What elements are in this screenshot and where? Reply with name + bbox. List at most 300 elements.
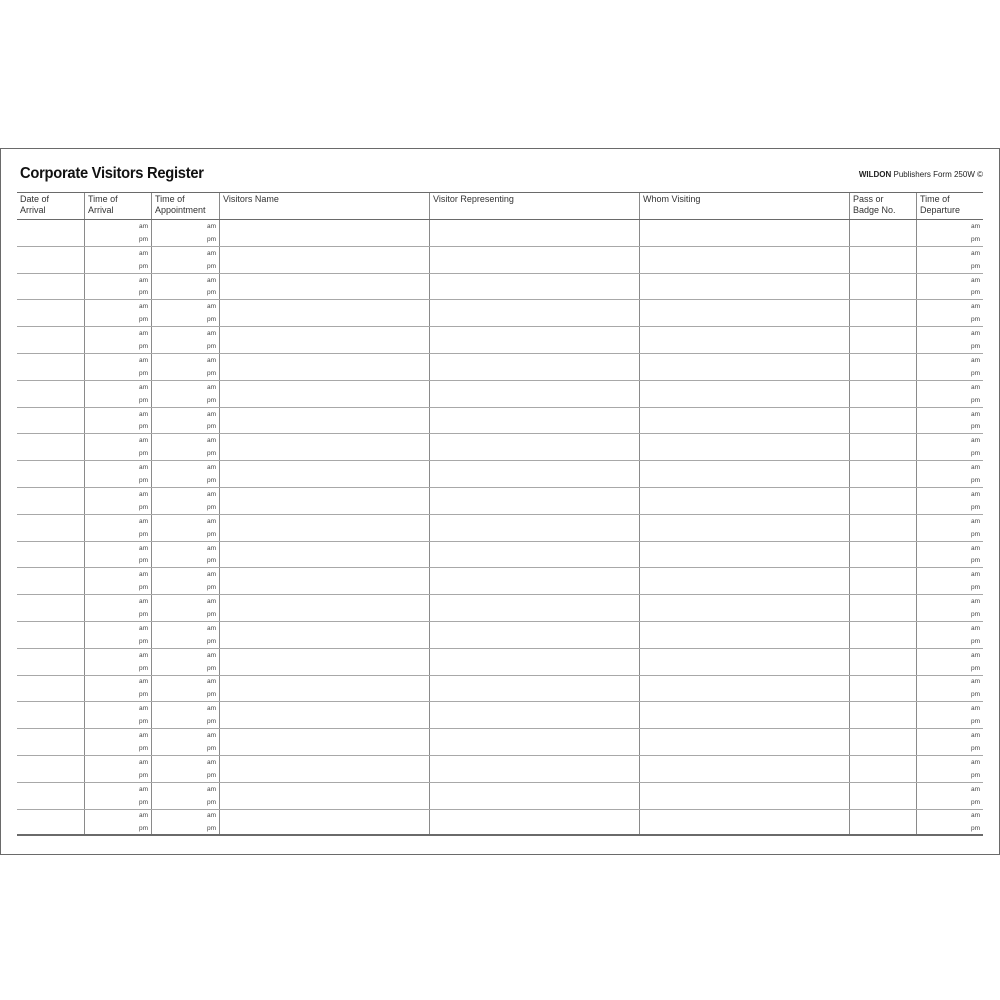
cell-time-of-arrival[interactable] bbox=[85, 649, 152, 675]
cell-visitor-representing[interactable] bbox=[430, 542, 640, 568]
cell-time-of-arrival[interactable] bbox=[85, 220, 152, 246]
table-row bbox=[17, 622, 983, 649]
cell-time-of-appointment[interactable] bbox=[152, 756, 220, 782]
cell-time-of-departure[interactable] bbox=[917, 247, 983, 273]
cell-visitors-name[interactable] bbox=[220, 220, 430, 246]
cell-date-of-arrival[interactable] bbox=[17, 488, 85, 514]
am-marker: am bbox=[970, 812, 980, 820]
cell-visitor-representing[interactable] bbox=[430, 729, 640, 755]
cell-pass-or-badge[interactable] bbox=[850, 568, 917, 594]
cell-time-of-arrival[interactable] bbox=[85, 729, 152, 755]
pm-marker: pm bbox=[138, 450, 148, 458]
cell-time-of-departure[interactable] bbox=[917, 595, 983, 621]
am-marker: am bbox=[206, 410, 216, 418]
am-marker: am bbox=[138, 356, 148, 364]
am-marker: am bbox=[138, 490, 148, 498]
cell-pass-or-badge[interactable] bbox=[850, 247, 917, 273]
pm-marker: pm bbox=[138, 530, 148, 538]
pm-marker: pm bbox=[970, 530, 980, 538]
cell-time-of-appointment[interactable] bbox=[152, 676, 220, 702]
cell-date-of-arrival[interactable] bbox=[17, 327, 85, 353]
cell-pass-or-badge[interactable] bbox=[850, 461, 917, 487]
cell-visitor-representing[interactable] bbox=[430, 327, 640, 353]
cell-pass-or-badge[interactable] bbox=[850, 488, 917, 514]
cell-visitors-name[interactable] bbox=[220, 515, 430, 541]
cell-pass-or-badge[interactable] bbox=[850, 220, 917, 246]
cell-visitors-name[interactable] bbox=[220, 649, 430, 675]
cell-time-of-arrival[interactable] bbox=[85, 595, 152, 621]
cell-time-of-departure[interactable] bbox=[917, 756, 983, 782]
cell-whom-visiting[interactable] bbox=[640, 783, 850, 809]
cell-time-of-appointment[interactable] bbox=[152, 488, 220, 514]
cell-time-of-arrival[interactable] bbox=[85, 274, 152, 300]
header-time-of-arrival: Time of Arrival bbox=[85, 193, 152, 219]
cell-visitors-name[interactable] bbox=[220, 434, 430, 460]
cell-visitors-name[interactable] bbox=[220, 595, 430, 621]
pm-marker: pm bbox=[206, 718, 216, 726]
cell-pass-or-badge[interactable] bbox=[850, 810, 917, 835]
cell-time-of-appointment[interactable] bbox=[152, 622, 220, 648]
pm-marker: pm bbox=[206, 744, 216, 752]
cell-time-of-appointment[interactable] bbox=[152, 649, 220, 675]
cell-time-of-appointment[interactable] bbox=[152, 434, 220, 460]
cell-time-of-departure[interactable] bbox=[917, 568, 983, 594]
pm-marker: pm bbox=[138, 610, 148, 618]
cell-pass-or-badge[interactable] bbox=[850, 300, 917, 326]
cell-time-of-departure[interactable] bbox=[917, 702, 983, 728]
cell-pass-or-badge[interactable] bbox=[850, 542, 917, 568]
cell-time-of-arrival[interactable] bbox=[85, 488, 152, 514]
am-marker: am bbox=[206, 356, 216, 364]
pm-marker: pm bbox=[970, 691, 980, 699]
cell-visitor-representing[interactable] bbox=[430, 756, 640, 782]
cell-date-of-arrival[interactable] bbox=[17, 649, 85, 675]
am-marker: am bbox=[138, 464, 148, 472]
cell-time-of-arrival[interactable] bbox=[85, 354, 152, 380]
cell-whom-visiting[interactable] bbox=[640, 247, 850, 273]
cell-visitor-representing[interactable] bbox=[430, 595, 640, 621]
cell-whom-visiting[interactable] bbox=[640, 274, 850, 300]
table-row bbox=[17, 649, 983, 676]
cell-visitor-representing[interactable] bbox=[430, 676, 640, 702]
am-marker: am bbox=[206, 330, 216, 338]
cell-pass-or-badge[interactable] bbox=[850, 408, 917, 434]
cell-visitors-name[interactable] bbox=[220, 756, 430, 782]
pm-marker: pm bbox=[206, 343, 216, 351]
am-marker: am bbox=[206, 276, 216, 284]
cell-visitors-name[interactable] bbox=[220, 274, 430, 300]
am-marker: am bbox=[138, 732, 148, 740]
cell-time-of-departure[interactable] bbox=[917, 622, 983, 648]
cell-time-of-arrival[interactable] bbox=[85, 515, 152, 541]
cell-visitor-representing[interactable] bbox=[430, 461, 640, 487]
cell-time-of-appointment[interactable] bbox=[152, 810, 220, 835]
cell-whom-visiting[interactable] bbox=[640, 300, 850, 326]
cell-date-of-arrival[interactable] bbox=[17, 300, 85, 326]
cell-visitor-representing[interactable] bbox=[430, 408, 640, 434]
cell-whom-visiting[interactable] bbox=[640, 220, 850, 246]
cell-time-of-arrival[interactable] bbox=[85, 702, 152, 728]
cell-visitor-representing[interactable] bbox=[430, 488, 640, 514]
cell-time-of-appointment[interactable] bbox=[152, 381, 220, 407]
cell-date-of-arrival[interactable] bbox=[17, 515, 85, 541]
cell-whom-visiting[interactable] bbox=[640, 568, 850, 594]
cell-whom-visiting[interactable] bbox=[640, 595, 850, 621]
table-row bbox=[17, 568, 983, 595]
table-row bbox=[17, 247, 983, 274]
cell-time-of-appointment[interactable] bbox=[152, 300, 220, 326]
table-row bbox=[17, 676, 983, 703]
cell-whom-visiting[interactable] bbox=[640, 488, 850, 514]
cell-date-of-arrival[interactable] bbox=[17, 354, 85, 380]
am-marker: am bbox=[970, 624, 980, 632]
pm-marker: pm bbox=[206, 262, 216, 270]
cell-visitors-name[interactable] bbox=[220, 702, 430, 728]
table-header bbox=[17, 192, 983, 220]
pm-marker: pm bbox=[206, 396, 216, 404]
cell-time-of-departure[interactable] bbox=[917, 729, 983, 755]
table-row bbox=[17, 756, 983, 783]
am-marker: am bbox=[970, 383, 980, 391]
am-marker: am bbox=[206, 812, 216, 820]
pm-marker: pm bbox=[970, 289, 980, 297]
cell-time-of-departure[interactable] bbox=[917, 434, 983, 460]
cell-visitor-representing[interactable] bbox=[430, 810, 640, 835]
am-marker: am bbox=[206, 544, 216, 552]
cell-visitor-representing[interactable] bbox=[430, 247, 640, 273]
cell-time-of-appointment[interactable] bbox=[152, 274, 220, 300]
pm-marker: pm bbox=[206, 771, 216, 779]
cell-whom-visiting[interactable] bbox=[640, 810, 850, 835]
am-marker: am bbox=[970, 517, 980, 525]
am-marker: am bbox=[138, 758, 148, 766]
pm-marker: pm bbox=[970, 503, 980, 511]
pm-marker: pm bbox=[206, 637, 216, 645]
table-row bbox=[17, 327, 983, 354]
cell-time-of-arrival[interactable] bbox=[85, 622, 152, 648]
cell-pass-or-badge[interactable] bbox=[850, 327, 917, 353]
cell-time-of-arrival[interactable] bbox=[85, 542, 152, 568]
pm-marker: pm bbox=[206, 450, 216, 458]
pm-marker: pm bbox=[970, 262, 980, 270]
cell-time-of-departure[interactable] bbox=[917, 676, 983, 702]
pm-marker: pm bbox=[138, 477, 148, 484]
am-marker: am bbox=[970, 330, 980, 338]
pm-marker: pm bbox=[970, 423, 980, 431]
pm-marker: pm bbox=[206, 289, 216, 297]
cell-whom-visiting[interactable] bbox=[640, 408, 850, 434]
cell-time-of-departure[interactable] bbox=[917, 515, 983, 541]
cell-pass-or-badge[interactable] bbox=[850, 274, 917, 300]
pm-marker: pm bbox=[970, 744, 980, 752]
cell-visitors-name[interactable] bbox=[220, 381, 430, 407]
cell-whom-visiting[interactable] bbox=[640, 622, 850, 648]
pm-marker: pm bbox=[138, 369, 148, 377]
am-marker: am bbox=[138, 785, 148, 793]
pm-marker: pm bbox=[138, 691, 148, 699]
table-row bbox=[17, 810, 983, 837]
cell-time-of-departure[interactable] bbox=[917, 381, 983, 407]
cell-visitors-name[interactable] bbox=[220, 810, 430, 835]
cell-time-of-appointment[interactable] bbox=[152, 354, 220, 380]
cell-time-of-appointment[interactable] bbox=[152, 461, 220, 487]
header-visitor-representing: Visitor Representing bbox=[430, 193, 640, 219]
table-row bbox=[17, 220, 983, 247]
cell-visitor-representing[interactable] bbox=[430, 354, 640, 380]
cell-visitors-name[interactable] bbox=[220, 354, 430, 380]
cell-visitor-representing[interactable] bbox=[430, 622, 640, 648]
cell-pass-or-badge[interactable] bbox=[850, 729, 917, 755]
am-marker: am bbox=[206, 383, 216, 391]
pm-marker: pm bbox=[970, 343, 980, 351]
cell-time-of-departure[interactable] bbox=[917, 783, 983, 809]
cell-time-of-arrival[interactable] bbox=[85, 327, 152, 353]
cell-whom-visiting[interactable] bbox=[640, 729, 850, 755]
cell-time-of-appointment[interactable] bbox=[152, 729, 220, 755]
header-date-of-arrival: Date of Arrival bbox=[17, 193, 85, 219]
pm-marker: pm bbox=[970, 450, 980, 458]
cell-pass-or-badge[interactable] bbox=[850, 649, 917, 675]
cell-time-of-departure[interactable] bbox=[917, 220, 983, 246]
cell-date-of-arrival[interactable] bbox=[17, 810, 85, 835]
cell-pass-or-badge[interactable] bbox=[850, 381, 917, 407]
cell-date-of-arrival[interactable] bbox=[17, 408, 85, 434]
pm-marker: pm bbox=[970, 610, 980, 618]
cell-visitors-name[interactable] bbox=[220, 247, 430, 273]
cell-date-of-arrival[interactable] bbox=[17, 595, 85, 621]
cell-time-of-appointment[interactable] bbox=[152, 783, 220, 809]
cell-whom-visiting[interactable] bbox=[640, 542, 850, 568]
cell-time-of-appointment[interactable] bbox=[152, 220, 220, 246]
pm-marker: pm bbox=[138, 557, 148, 565]
pm-marker: pm bbox=[138, 798, 148, 806]
cell-visitor-representing[interactable] bbox=[430, 649, 640, 675]
cell-whom-visiting[interactable] bbox=[640, 515, 850, 541]
table-row bbox=[17, 702, 983, 729]
cell-time-of-appointment[interactable] bbox=[152, 568, 220, 594]
cell-time-of-appointment[interactable] bbox=[152, 595, 220, 621]
cell-time-of-arrival[interactable] bbox=[85, 783, 152, 809]
cell-visitors-name[interactable] bbox=[220, 542, 430, 568]
cell-date-of-arrival[interactable] bbox=[17, 461, 85, 487]
cell-date-of-arrival[interactable] bbox=[17, 756, 85, 782]
pm-marker: pm bbox=[138, 637, 148, 645]
cell-visitor-representing[interactable] bbox=[430, 434, 640, 460]
cell-date-of-arrival[interactable] bbox=[17, 702, 85, 728]
cell-date-of-arrival[interactable] bbox=[17, 381, 85, 407]
cell-pass-or-badge[interactable] bbox=[850, 595, 917, 621]
pm-marker: pm bbox=[206, 369, 216, 377]
cell-visitor-representing[interactable] bbox=[430, 702, 640, 728]
cell-visitors-name[interactable] bbox=[220, 729, 430, 755]
am-marker: am bbox=[206, 517, 216, 525]
cell-time-of-appointment[interactable] bbox=[152, 408, 220, 434]
cell-visitor-representing[interactable] bbox=[430, 300, 640, 326]
cell-visitor-representing[interactable] bbox=[430, 220, 640, 246]
pm-marker: pm bbox=[970, 316, 980, 324]
pm-marker: pm bbox=[138, 289, 148, 297]
cell-pass-or-badge[interactable] bbox=[850, 622, 917, 648]
table-row bbox=[17, 515, 983, 542]
cell-time-of-departure[interactable] bbox=[917, 300, 983, 326]
publisher-form-number: Publishers Form 250W © bbox=[893, 170, 983, 179]
cell-pass-or-badge[interactable] bbox=[850, 515, 917, 541]
am-marker: am bbox=[970, 705, 980, 713]
pm-marker: pm bbox=[970, 664, 980, 672]
cell-time-of-arrival[interactable] bbox=[85, 434, 152, 460]
header-pass-or-badge: Pass or Badge No. bbox=[850, 193, 917, 219]
cell-whom-visiting[interactable] bbox=[640, 676, 850, 702]
cell-whom-visiting[interactable] bbox=[640, 461, 850, 487]
cell-time-of-departure[interactable] bbox=[917, 327, 983, 353]
cell-pass-or-badge[interactable] bbox=[850, 756, 917, 782]
cell-date-of-arrival[interactable] bbox=[17, 542, 85, 568]
cell-date-of-arrival[interactable] bbox=[17, 783, 85, 809]
cell-visitors-name[interactable] bbox=[220, 461, 430, 487]
cell-whom-visiting[interactable] bbox=[640, 381, 850, 407]
am-marker: am bbox=[138, 624, 148, 632]
cell-visitor-representing[interactable] bbox=[430, 274, 640, 300]
cell-visitors-name[interactable] bbox=[220, 622, 430, 648]
am-marker: am bbox=[138, 330, 148, 338]
cell-visitor-representing[interactable] bbox=[430, 515, 640, 541]
table-row bbox=[17, 595, 983, 622]
cell-pass-or-badge[interactable] bbox=[850, 702, 917, 728]
cell-date-of-arrival[interactable] bbox=[17, 568, 85, 594]
cell-time-of-departure[interactable] bbox=[917, 488, 983, 514]
cell-time-of-arrival[interactable] bbox=[85, 461, 152, 487]
header-whom-visiting: Whom Visiting bbox=[640, 193, 850, 219]
cell-whom-visiting[interactable] bbox=[640, 354, 850, 380]
publisher-credit bbox=[859, 170, 983, 179]
pm-marker: pm bbox=[970, 824, 980, 832]
am-marker: am bbox=[970, 464, 980, 472]
pm-marker: pm bbox=[970, 396, 980, 404]
cell-time-of-departure[interactable] bbox=[917, 354, 983, 380]
cell-visitors-name[interactable] bbox=[220, 676, 430, 702]
cell-pass-or-badge[interactable] bbox=[850, 676, 917, 702]
am-marker: am bbox=[138, 437, 148, 445]
am-marker: am bbox=[970, 490, 980, 498]
cell-date-of-arrival[interactable] bbox=[17, 274, 85, 300]
cell-pass-or-badge[interactable] bbox=[850, 354, 917, 380]
am-marker: am bbox=[138, 678, 148, 686]
cell-visitor-representing[interactable] bbox=[430, 381, 640, 407]
cell-time-of-arrival[interactable] bbox=[85, 381, 152, 407]
cell-time-of-departure[interactable] bbox=[917, 542, 983, 568]
pm-marker: pm bbox=[138, 235, 148, 243]
pm-marker: pm bbox=[206, 316, 216, 324]
cell-date-of-arrival[interactable] bbox=[17, 729, 85, 755]
cell-visitor-representing[interactable] bbox=[430, 568, 640, 594]
am-marker: am bbox=[970, 758, 980, 766]
cell-visitors-name[interactable] bbox=[220, 783, 430, 809]
header-time-of-appointment: Time of Appointment bbox=[152, 193, 220, 219]
pm-marker: pm bbox=[138, 771, 148, 779]
cell-whom-visiting[interactable] bbox=[640, 327, 850, 353]
cell-whom-visiting[interactable] bbox=[640, 434, 850, 460]
cell-time-of-appointment[interactable] bbox=[152, 247, 220, 273]
cell-time-of-departure[interactable] bbox=[917, 810, 983, 835]
table-row bbox=[17, 542, 983, 569]
am-marker: am bbox=[206, 490, 216, 498]
table-row bbox=[17, 434, 983, 461]
cell-time-of-departure[interactable] bbox=[917, 649, 983, 675]
table-row bbox=[17, 381, 983, 408]
cell-time-of-appointment[interactable] bbox=[152, 327, 220, 353]
cell-whom-visiting[interactable] bbox=[640, 756, 850, 782]
am-marker: am bbox=[206, 758, 216, 766]
pm-marker: pm bbox=[206, 503, 216, 511]
cell-visitors-name[interactable] bbox=[220, 327, 430, 353]
am-marker: am bbox=[970, 571, 980, 579]
am-marker: am bbox=[206, 222, 216, 230]
cell-time-of-arrival[interactable] bbox=[85, 247, 152, 273]
pm-marker: pm bbox=[206, 235, 216, 243]
cell-time-of-arrival[interactable] bbox=[85, 408, 152, 434]
cell-time-of-arrival[interactable] bbox=[85, 568, 152, 594]
cell-date-of-arrival[interactable] bbox=[17, 676, 85, 702]
pm-marker: pm bbox=[970, 771, 980, 779]
cell-time-of-departure[interactable] bbox=[917, 408, 983, 434]
cell-time-of-arrival[interactable] bbox=[85, 756, 152, 782]
cell-pass-or-badge[interactable] bbox=[850, 434, 917, 460]
header-time-of-departure: Time of Departure bbox=[920, 194, 961, 215]
cell-time-of-arrival[interactable] bbox=[85, 810, 152, 835]
am-marker: am bbox=[970, 651, 980, 659]
table-row bbox=[17, 729, 983, 756]
pm-marker: pm bbox=[138, 584, 148, 592]
cell-pass-or-badge[interactable] bbox=[850, 783, 917, 809]
cell-time-of-arrival[interactable] bbox=[85, 300, 152, 326]
cell-visitors-name[interactable] bbox=[220, 300, 430, 326]
cell-date-of-arrival[interactable] bbox=[17, 434, 85, 460]
cell-visitors-name[interactable] bbox=[220, 568, 430, 594]
am-marker: am bbox=[206, 651, 216, 659]
table-row bbox=[17, 461, 983, 488]
cell-date-of-arrival[interactable] bbox=[17, 622, 85, 648]
cell-date-of-arrival[interactable] bbox=[17, 220, 85, 246]
cell-time-of-appointment[interactable] bbox=[152, 542, 220, 568]
cell-whom-visiting[interactable] bbox=[640, 649, 850, 675]
am-marker: am bbox=[970, 732, 980, 740]
cell-time-of-departure[interactable] bbox=[917, 461, 983, 487]
am-marker: am bbox=[138, 598, 148, 606]
am-marker: am bbox=[138, 383, 148, 391]
am-marker: am bbox=[970, 249, 980, 257]
am-marker: am bbox=[138, 651, 148, 659]
publisher-brand: WILDON bbox=[858, 170, 892, 179]
am-marker: am bbox=[970, 437, 980, 445]
pm-marker: pm bbox=[138, 503, 148, 511]
cell-date-of-arrival[interactable] bbox=[17, 247, 85, 273]
cell-visitor-representing[interactable] bbox=[430, 783, 640, 809]
cell-time-of-appointment[interactable] bbox=[152, 702, 220, 728]
am-marker: am bbox=[206, 571, 216, 579]
cell-time-of-appointment[interactable] bbox=[152, 515, 220, 541]
pm-marker: pm bbox=[138, 396, 148, 404]
table-row bbox=[17, 488, 983, 515]
cell-time-of-departure[interactable] bbox=[917, 274, 983, 300]
cell-visitors-name[interactable] bbox=[220, 488, 430, 514]
cell-visitors-name[interactable] bbox=[220, 408, 430, 434]
cell-time-of-arrival[interactable] bbox=[85, 676, 152, 702]
pm-marker: pm bbox=[970, 477, 980, 484]
pm-marker: pm bbox=[138, 664, 148, 672]
cell-whom-visiting[interactable] bbox=[640, 702, 850, 728]
pm-marker: pm bbox=[206, 691, 216, 699]
pm-marker: pm bbox=[138, 343, 148, 351]
